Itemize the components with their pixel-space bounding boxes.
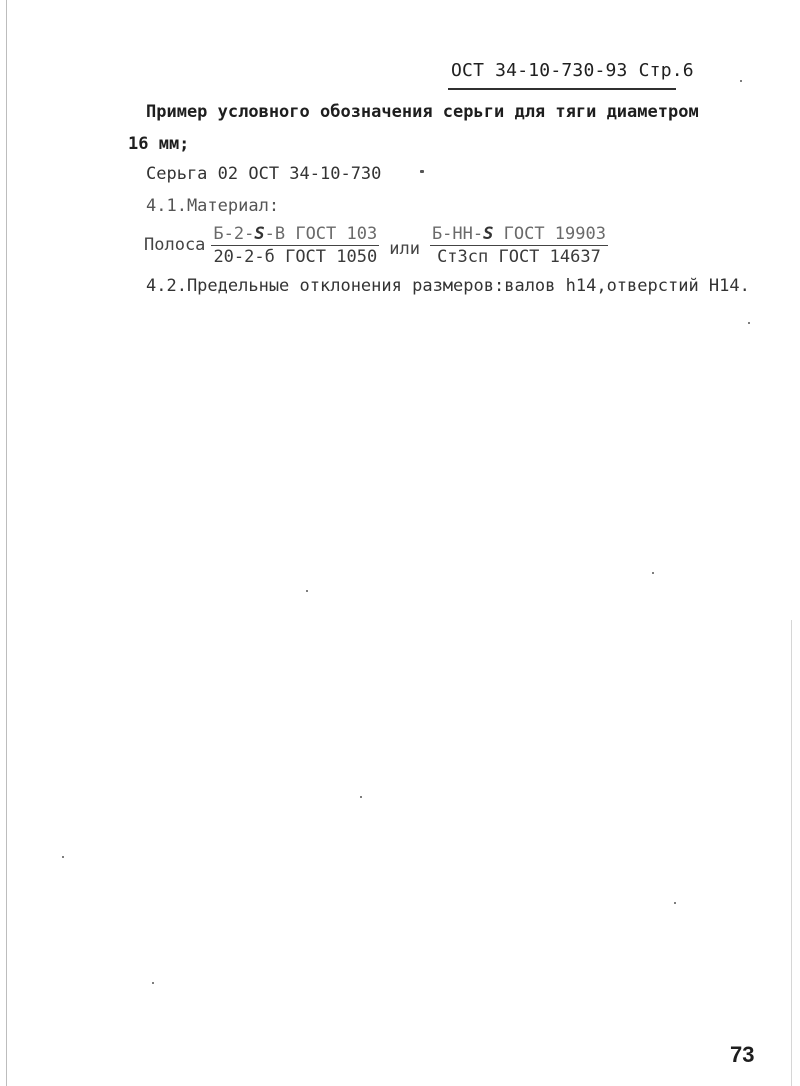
- section-4-1-heading: 4.1.Материал:: [146, 196, 280, 216]
- page-number: 73: [730, 1042, 755, 1067]
- ink-mark: [420, 170, 424, 173]
- binding-edge-line: [6, 0, 7, 1086]
- example-text-line-2: 16 мм;: [128, 134, 190, 154]
- section-4-2-tolerances: 4.2.Предельные отклонения размеров:валов h14,отверстий Н14.: [146, 276, 750, 296]
- material-connector: или: [389, 239, 420, 259]
- material-option-2-denominator: Ст3сп ГОСТ 14637: [437, 246, 601, 267]
- scan-speck: [740, 80, 742, 82]
- material-option-2-numerator: Б-НН-S ГОСТ 19903: [431, 223, 606, 244]
- material-option-1-denominator: 20-2-б ГОСТ 1050: [213, 246, 378, 267]
- scan-speck: [748, 322, 750, 324]
- material-option-2: [430, 224, 608, 267]
- designation-example: Серьга 02 ОСТ 34-10-730: [146, 164, 382, 184]
- scan-speck: [360, 796, 362, 798]
- material-option-1: [211, 224, 379, 267]
- material-option-1-numerator: Б-2-S-В ГОСТ 103: [213, 223, 378, 244]
- scan-speck: [62, 856, 64, 858]
- scan-speck: [652, 572, 654, 574]
- right-edge-line: [791, 620, 792, 1086]
- document-header: ОСТ 34-10-730-93 Стр.6: [451, 60, 694, 81]
- scan-speck: [674, 902, 676, 904]
- material-spec: [144, 220, 614, 270]
- scan-speck: [306, 590, 308, 592]
- material-label: Полоса: [144, 235, 206, 255]
- scan-speck: [152, 982, 154, 984]
- example-text-line-1: Пример условного обозначения серьги для тяги диаметром: [146, 102, 699, 122]
- header-underline: [448, 88, 676, 90]
